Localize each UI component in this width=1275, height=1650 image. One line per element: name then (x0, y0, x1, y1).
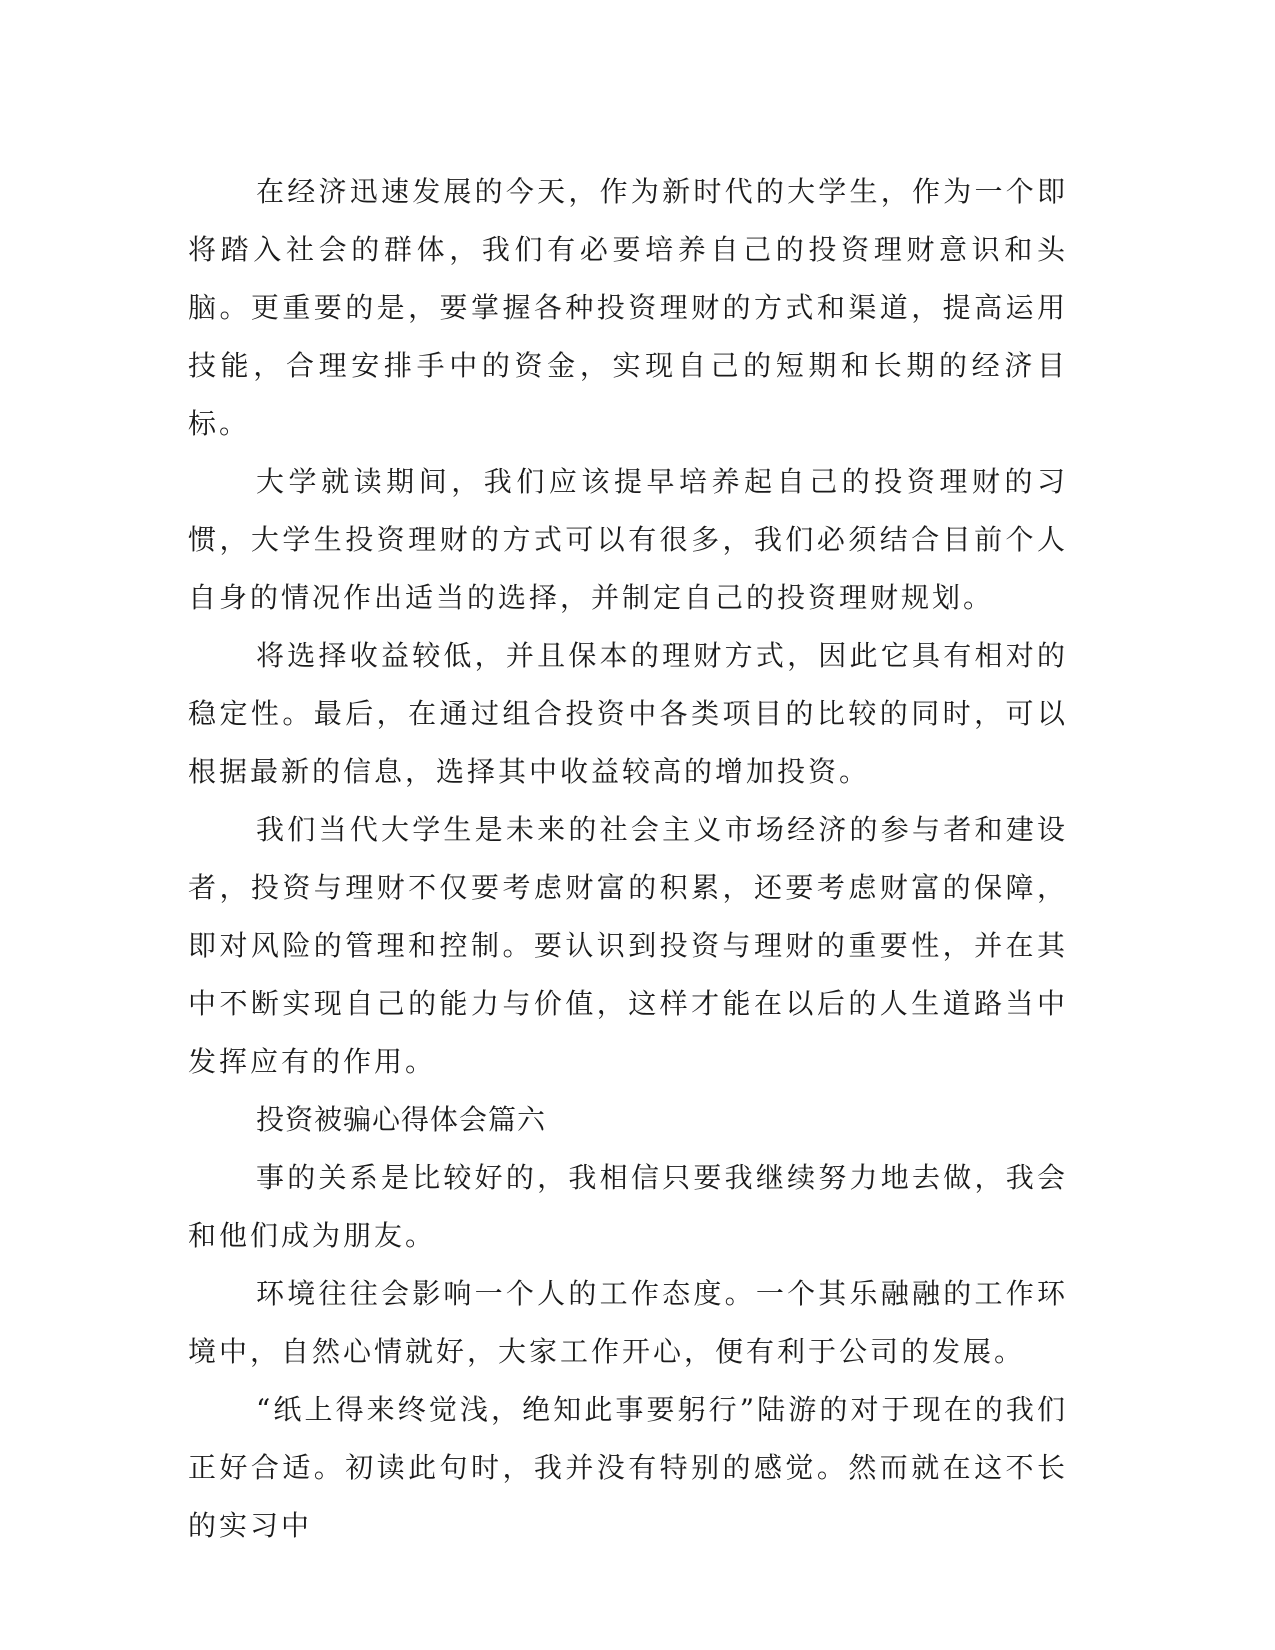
paragraph: 将选择收益较低，并且保本的理财方式，因此它具有相对的稳定性。最后，在通过组合投资中各类项目的比较的同时，可以根据最新的信息，选择其中收益较高的增加投资。 (188, 639, 1068, 788)
paragraph: 我们当代大学生是未来的社会主义市场经济的参与者和建设者，投资与理财不仅要考虑财富的积累，还要考虑财富的保障，即对风险的管理和控制。要认识到投资与理财的重要性，并在其中不断实现自己的能力与价值，这样才能在以后的人生道路当中发挥应有的作用。 (188, 813, 1068, 1078)
paragraph: 环境往往会影响一个人的工作态度。一个其乐融融的工作环境中，自然心情就好，大家工作开心，便有利于公司的发展。 (188, 1277, 1068, 1368)
document-body (188, 163, 1068, 1555)
paragraph: 大学就读期间，我们应该提早培养起自己的投资理财的习惯，大学生投资理财的方式可以有很多，我们必须结合目前个人自身的情况作出适当的选择，并制定自己的投资理财规划。 (188, 465, 1068, 614)
paragraph: 在经济迅速发展的今天，作为新时代的大学生，作为一个即将踏入社会的群体，我们有必要培养自己的投资理财意识和头脑。更重要的是，要掌握各种投资理财的方式和渠道，提高运用技能，合理安排手中的资金，实现自己的短期和长期的经济目标。 (188, 175, 1068, 440)
paragraph: 事的关系是比较好的，我相信只要我继续努力地去做，我会和他们成为朋友。 (188, 1161, 1068, 1252)
section-heading: 投资被骗心得体会篇六 (256, 1103, 547, 1136)
paragraph: “纸上得来终觉浅，绝知此事要躬行”陆游的对于现在的我们正好合适。初读此句时，我并没有特别的感觉。然而就在这不长的实习中 (188, 1393, 1068, 1542)
